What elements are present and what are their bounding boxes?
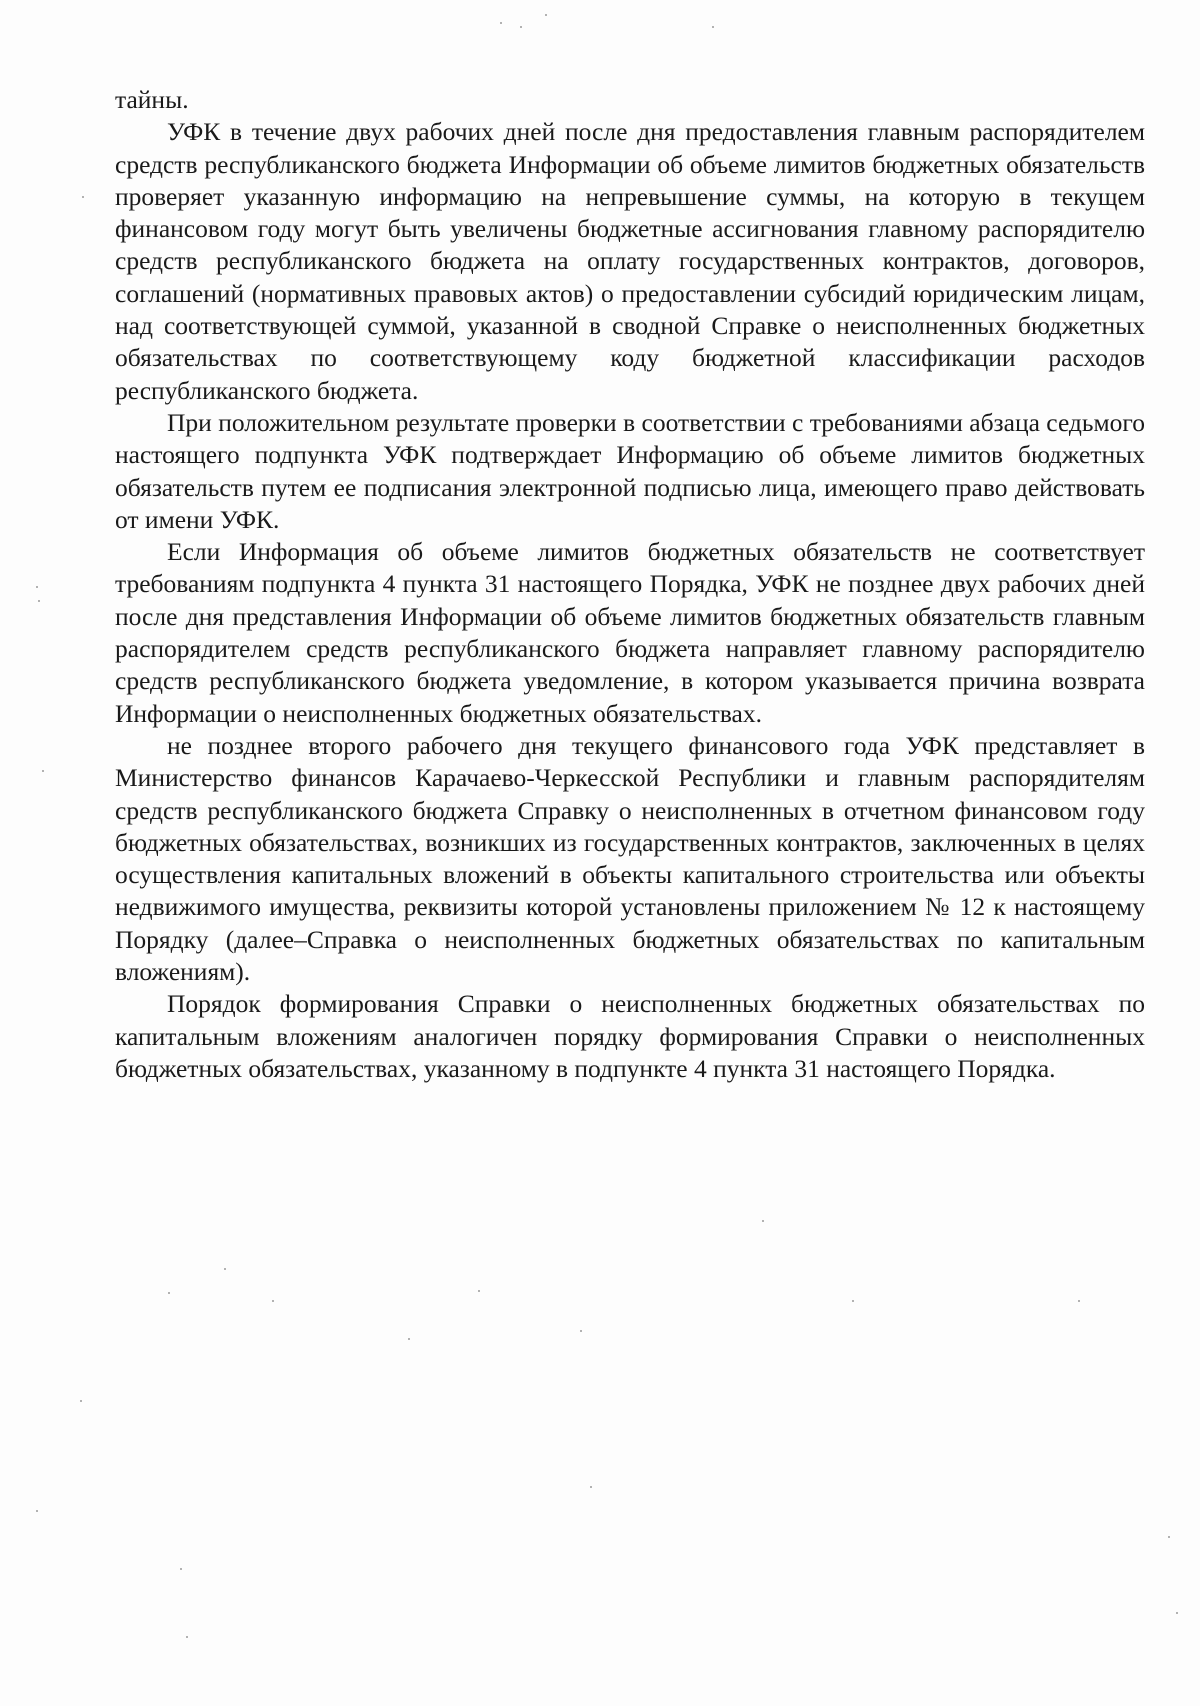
scan-speck: [1078, 1300, 1080, 1302]
scan-speck: [272, 1300, 274, 1302]
scan-speck: [38, 600, 40, 602]
scan-speck: [478, 1290, 480, 1292]
scan-speck: [82, 196, 84, 198]
scan-speck: [545, 14, 547, 16]
scan-speck: [36, 586, 38, 588]
scan-speck: [1176, 1612, 1178, 1614]
paragraph-1: тайны.: [115, 85, 189, 114]
paragraph-4: Если Информация об объеме лимитов бюджетных обязательств не соответствует требованиям подпункта 4 пункта 31 настоящего Порядка, УФК не позднее двух рабочих дней после дня представления Информации об объеме лимитов бюджетных обязательств главным распорядителем средств республиканского бюджета направляет главному распорядителю средств республиканского бюджета уведомление, в котором указывается причина возврата Информации о неисполненных бюджетных обязательствах.: [115, 537, 1145, 728]
scan-speck: [408, 1338, 410, 1340]
scan-speck: [224, 1268, 226, 1270]
scan-speck: [500, 22, 502, 24]
scan-speck: [712, 26, 714, 28]
scan-speck: [42, 770, 44, 772]
scan-speck: [36, 1510, 38, 1512]
scan-speck: [180, 1568, 182, 1570]
scan-speck: [186, 1636, 188, 1638]
scan-speck: [580, 1330, 582, 1332]
scan-speck: [762, 1220, 764, 1222]
scan-speck: [520, 26, 522, 28]
scan-speck: [168, 1292, 170, 1294]
document-body: [115, 84, 1145, 1085]
scan-speck: [852, 1300, 854, 1302]
paragraph-3: При положительном результате проверки в соответствии с требованиями абзаца седьмого настоящего подпункта УФК подтверждает Информацию об объеме лимитов бюджетных обязательств путем ее подписания электронной подписью лица, имеющего право действовать от имени УФК.: [115, 407, 1145, 534]
scan-speck: [1168, 1536, 1170, 1538]
paragraph-5: не позднее второго рабочего дня текущего финансового года УФК представляет в Министерство финансов Карачаево-Черкесской Республики и главным распорядителям средств республиканского бюджета Справку о неисполненных в отчетном финансовом году бюджетных обязательствах, возникших из государственных контрактов, заключенных в целях осуществления капитальных вложений в объекты капитального строительства или объекты недвижимого имущества, реквизиты которой установлены приложением № 12 к настоящему Порядку (далее–Справка о неисполненных бюджетных обязательствах по капитальным вложениям).: [115, 730, 1145, 987]
scan-speck: [80, 1400, 82, 1402]
paragraph-2: УФК в течение двух рабочих дней после дня предоставления главным распорядителем средств республиканского бюджета Информации об объеме лимитов бюджетных обязательств проверяет указанную информацию на непревышение суммы, на которую в текущем финансовом году могут быть увеличены бюджетные ассигнования главному распорядителю средств республиканского бюджета на оплату государственных контрактов, договоров, соглашений (нормативных правовых актов) о предоставлении субсидий юридическим лицам, над соответствующей суммой, указанной в сводной Справке о неисполненных бюджетных обязательствах по соответствующему коду бюджетной классификации расходов республиканского бюджета.: [115, 117, 1145, 405]
scan-speck: [590, 1486, 592, 1488]
paragraph-6: Порядок формирования Справки о неисполненных бюджетных обязательствах по капитальным вложениям аналогичен порядку формирования Справки о неисполненных бюджетных обязательствах, указанному в подпункте 4 пункта 31 настоящего Порядка.: [115, 989, 1145, 1083]
